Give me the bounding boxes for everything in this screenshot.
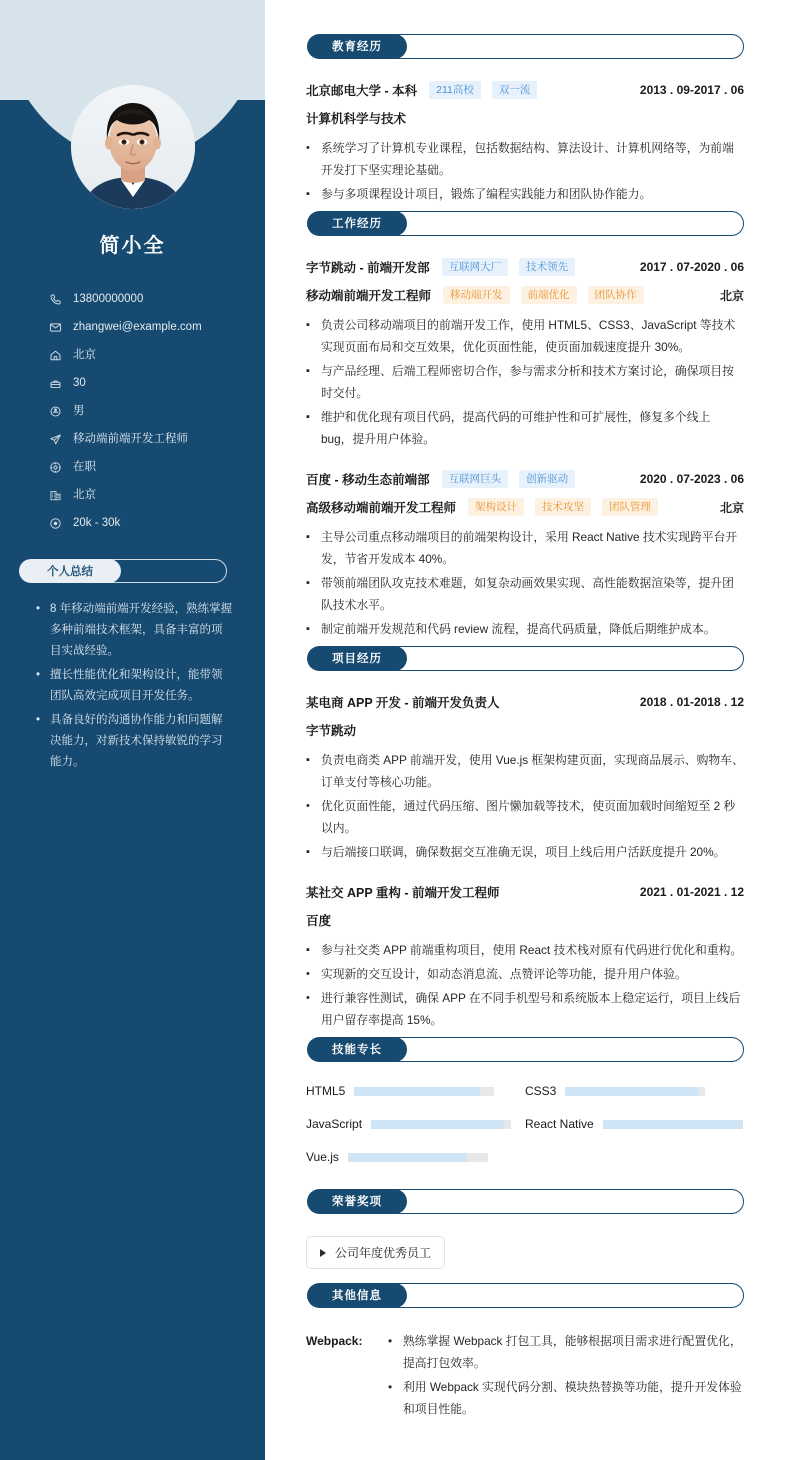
play-triangle-icon xyxy=(320,1249,326,1257)
bullet-text: 带领前端团队攻克技术难题，如复杂动画效果实现、高性能数据渲染等，提升团队技术水平。 xyxy=(321,576,734,612)
bullet-square-icon: ▪ xyxy=(306,754,310,766)
bullet-dot-icon: • xyxy=(36,603,41,615)
bullet-item xyxy=(306,526,744,570)
skill-progress-track xyxy=(371,1120,511,1129)
tag: 双一流 xyxy=(492,81,538,99)
summary-item xyxy=(36,665,233,707)
bullet-item xyxy=(306,841,744,863)
position-icon xyxy=(48,432,63,447)
section-honors xyxy=(306,1189,744,1277)
section-projects xyxy=(306,646,744,1031)
avatar xyxy=(71,85,195,209)
bullet-square-icon: ▪ xyxy=(306,623,310,635)
bullet-dot-icon: • xyxy=(306,968,310,980)
bullet-item xyxy=(306,137,744,181)
bullet-item xyxy=(306,795,744,839)
entry-header-row xyxy=(306,470,744,488)
bullet-item xyxy=(306,572,744,616)
entry-tags xyxy=(442,470,587,488)
bullet-dot-icon: • xyxy=(306,992,310,1004)
bullet-dot-icon: • xyxy=(36,714,41,726)
section-title: 技能专长 xyxy=(307,1037,407,1062)
contact-value: 北京 xyxy=(73,349,96,361)
section-header-frame xyxy=(315,1037,744,1062)
skill-progress-fill xyxy=(371,1120,504,1129)
bullet-dot-icon: • xyxy=(388,1334,393,1348)
section-header-frame xyxy=(315,34,744,59)
tag: 创新驱动 xyxy=(519,470,575,488)
entry-subtitle: 计算机科学与技术 xyxy=(306,112,407,126)
education-entry xyxy=(306,81,744,205)
other-group xyxy=(306,1330,744,1422)
bullet-text: 实现新的交互设计，如动态消息流、点赞评论等功能，提升用户体验。 xyxy=(321,967,687,981)
entry-title: 北京邮电大学 - 本科 xyxy=(306,84,418,98)
entry-role: 移动端前端开发工程师 xyxy=(306,289,432,303)
contact-value: 男 xyxy=(73,405,85,417)
summary-section xyxy=(18,559,247,773)
contact-item-city xyxy=(48,488,249,503)
section-header-frame xyxy=(315,1283,744,1308)
contact-item-phone xyxy=(48,292,249,307)
section-title: 工作经历 xyxy=(307,211,407,236)
contact-item-gender xyxy=(48,404,249,419)
bullet-text: 参与社交类 APP 前端重构项目，使用 React 技术栈对原有代码进行优化和重构。 xyxy=(321,943,743,957)
work-entry xyxy=(306,470,744,640)
entry-location: 北京 xyxy=(719,288,744,303)
tag: 互联网巨头 xyxy=(442,470,509,488)
skill-item xyxy=(306,1084,525,1098)
skill-progress-fill xyxy=(565,1087,698,1096)
bullet-text: 负责公司移动端项目的前端开发工作，使用 HTML5、CSS3、JavaScript 等技术实现页面布局和交互效果，优化页面性能，使页面加载速度提升 30%。 xyxy=(321,318,736,354)
contact-value: 移动端前端开发工程师 xyxy=(73,433,188,445)
summary-text: 具备良好的沟通协作能力和问题解决能力，对新技术保持敏锐的学习能力。 xyxy=(50,714,223,768)
bullet-item xyxy=(388,1376,744,1420)
contact-list xyxy=(48,292,265,531)
bullet-item xyxy=(306,963,744,985)
tag: 团队管理 xyxy=(602,498,658,516)
main-content xyxy=(265,0,794,1460)
salary-icon xyxy=(48,516,63,531)
bullet-item xyxy=(306,360,744,404)
entry-date: 2018 . 01-2018 . 12 xyxy=(639,695,744,709)
skill-name: CSS3 xyxy=(525,1084,557,1098)
bullet-dot-icon: • xyxy=(306,142,310,154)
entry-header-row xyxy=(306,81,744,99)
bullet-square-icon: ▪ xyxy=(306,411,310,423)
entry-header-row xyxy=(306,258,744,276)
contact-value: 北京 xyxy=(73,489,96,501)
skill-item xyxy=(525,1084,744,1098)
entry-date: 2020 . 07-2023 . 06 xyxy=(639,472,744,486)
section-title: 荣誉奖项 xyxy=(307,1189,407,1214)
entry-date: 2017 . 07-2020 . 06 xyxy=(639,260,744,274)
skill-progress-track xyxy=(603,1120,743,1129)
bullet-text: 维护和优化现有项目代码，提高代码的可维护性和可扩展性，修复多个线上 bug，提升用户体验。 xyxy=(321,410,711,446)
profile-name: 简小全 xyxy=(99,235,166,257)
entry-title: 百度 - 移动生态前端部 xyxy=(306,473,430,487)
skill-name: Vue.js xyxy=(306,1150,339,1164)
skill-item xyxy=(525,1117,744,1131)
summary-item xyxy=(36,710,233,773)
bullet-text: 进行兼容性测试，确保 APP 在不同手机型号和系统版本上稳定运行，项目上线后用户留存率提高 15%。 xyxy=(321,991,741,1027)
bullet-text: 利用 Webpack 实现代码分割、模块热替换等功能，提升开发体验和项目性能。 xyxy=(403,1380,742,1416)
bullet-item xyxy=(388,1330,744,1374)
work-entry xyxy=(306,258,744,450)
phone-icon xyxy=(48,292,63,307)
entry-role-row xyxy=(306,498,744,516)
contact-value: zhangwei@example.com xyxy=(73,321,202,333)
bullet-square-icon: ▪ xyxy=(306,319,310,331)
contact-value: 13800000000 xyxy=(73,293,144,305)
skill-name: React Native xyxy=(525,1117,594,1131)
entry-date: 2013 . 09-2017 . 06 xyxy=(639,83,744,97)
bullet-square-icon: ▪ xyxy=(306,944,310,956)
bullet-item xyxy=(306,749,744,793)
entry-date: 2021 . 01-2021 . 12 xyxy=(639,885,744,899)
bullet-item xyxy=(306,939,744,961)
bullet-text: 主导公司重点移动端项目的前端架构设计，采用 React Native 技术实现跨平台开发，节省开发成本 40%。 xyxy=(321,530,738,566)
entry-bullets xyxy=(306,314,744,450)
entry-subtitle-row xyxy=(306,911,744,929)
tag: 211高校 xyxy=(429,81,481,99)
email-icon xyxy=(48,320,63,335)
contact-item-email xyxy=(48,320,249,335)
entry-title: 某电商 APP 开发 - 前端开发负责人 xyxy=(306,696,500,710)
tag: 前端优化 xyxy=(521,286,577,304)
summary-header-frame xyxy=(48,559,227,583)
honor-item[interactable] xyxy=(306,1236,445,1269)
tag: 互联网大厂 xyxy=(442,258,509,276)
tag: 团队协作 xyxy=(588,286,644,304)
other-group-label: Webpack: xyxy=(306,1334,363,1348)
section-title: 项目经历 xyxy=(307,646,407,671)
tag: 架构设计 xyxy=(468,498,524,516)
skill-name: JavaScript xyxy=(306,1117,363,1131)
section-header-frame xyxy=(315,646,744,671)
entry-subtitle: 百度 xyxy=(306,914,332,928)
section-title: 其他信息 xyxy=(307,1283,407,1308)
bullet-text: 系统学习了计算机专业课程，包括数据结构、算法设计、计算机网络等，为前端开发打下坚实理论基础。 xyxy=(321,141,734,177)
contact-value: 30 xyxy=(73,377,86,389)
section-header-frame xyxy=(315,1189,744,1214)
bullet-text: 熟练掌握 Webpack 打包工具，能够根据项目需求进行配置优化，提高打包效率。 xyxy=(403,1334,742,1370)
bullet-square-icon: ▪ xyxy=(306,846,310,858)
bullet-item xyxy=(306,406,744,450)
skill-progress-fill xyxy=(354,1087,480,1096)
entry-subtitle-row xyxy=(306,109,744,127)
summary-title: 个人总结 xyxy=(19,559,121,583)
bullet-dot-icon: • xyxy=(36,669,41,681)
entry-header-row xyxy=(306,883,744,901)
honor-label: 公司年度优秀员工 xyxy=(335,1246,432,1260)
project-entry xyxy=(306,693,744,863)
section-header-frame xyxy=(315,211,744,236)
entry-role: 高级移动端前端开发工程师 xyxy=(306,501,457,515)
contact-item-home xyxy=(48,348,249,363)
skill-progress-fill xyxy=(603,1120,743,1129)
bullet-item xyxy=(306,183,744,205)
age-icon xyxy=(48,376,63,391)
contact-item-age xyxy=(48,376,249,391)
entry-role-tags xyxy=(468,498,669,516)
summary-body xyxy=(36,599,233,773)
honor-list xyxy=(306,1236,744,1277)
status-icon xyxy=(48,460,63,475)
project-entry xyxy=(306,883,744,1031)
contact-value: 在职 xyxy=(73,461,96,473)
contact-item-status xyxy=(48,460,249,475)
summary-text: 擅长性能优化和架构设计，能带领团队高效完成项目开发任务。 xyxy=(50,669,223,702)
skill-progress-fill xyxy=(348,1153,467,1162)
city-icon xyxy=(48,488,63,503)
entry-bullets xyxy=(306,939,744,1031)
entry-tags xyxy=(442,258,587,276)
other-group-bullets xyxy=(384,1330,744,1422)
summary-item xyxy=(36,599,233,662)
bullet-text: 负责电商类 APP 前端开发，使用 Vue.js 框架构建页面，实现商品展示、购物车、订单支付等核心功能。 xyxy=(321,753,744,789)
bullet-square-icon: ▪ xyxy=(306,531,310,543)
entry-header-row xyxy=(306,693,744,711)
skill-progress-track xyxy=(565,1087,705,1096)
entry-role-tags xyxy=(443,286,655,304)
bullet-dot-icon: • xyxy=(306,800,310,812)
entry-bullets xyxy=(306,749,744,863)
section-work xyxy=(306,211,744,640)
bullet-item xyxy=(306,618,744,640)
entry-title: 某社交 APP 重构 - 前端开发工程师 xyxy=(306,886,500,900)
summary-text: 8 年移动端前端开发经验，熟练掌握多种前端技术框架，具备丰富的项目实战经验。 xyxy=(50,603,233,657)
skill-item xyxy=(306,1117,525,1131)
bullet-dot-icon: • xyxy=(388,1380,393,1394)
section-education xyxy=(306,34,744,205)
contact-item-salary xyxy=(48,516,249,531)
bullet-square-icon: ▪ xyxy=(306,577,310,589)
skill-progress-track xyxy=(354,1087,494,1096)
skill-list xyxy=(306,1084,744,1183)
bullet-text: 参与多项课程设计项目，锻炼了编程实践能力和团队协作能力。 xyxy=(321,187,652,201)
section-title: 教育经历 xyxy=(307,34,407,59)
tag: 技术攻坚 xyxy=(535,498,591,516)
bullet-text: 与产品经理、后端工程师密切合作，参与需求分析和技术方案讨论，确保项目按时交付。 xyxy=(321,364,734,400)
sidebar xyxy=(0,0,265,1460)
entry-title: 字节跳动 - 前端开发部 xyxy=(306,261,430,275)
contact-value: 20k - 30k xyxy=(73,517,121,529)
skill-item xyxy=(306,1150,525,1164)
bullet-text: 制定前端开发规范和代码 review 流程，提高代码质量，降低后期维护成本。 xyxy=(321,622,716,636)
entry-location: 北京 xyxy=(719,500,744,515)
tag: 移动端开发 xyxy=(443,286,510,304)
bullet-text: 与后端接口联调，确保数据交互准确无误，项目上线后用户活跃度提升 20%。 xyxy=(321,845,726,859)
bullet-item xyxy=(306,987,744,1031)
section-other xyxy=(306,1283,744,1422)
entry-subtitle: 字节跳动 xyxy=(306,724,357,738)
gender-icon xyxy=(48,404,63,419)
bullet-square-icon: ▪ xyxy=(306,365,310,377)
entry-tags xyxy=(429,81,548,99)
entry-subtitle-row xyxy=(306,721,744,739)
entry-bullets xyxy=(306,526,744,640)
bullet-square-icon: ▪ xyxy=(306,188,310,200)
bullet-text: 优化页面性能，通过代码压缩、图片懒加载等技术，使页面加载时间缩短至 2 秒以内。 xyxy=(321,799,736,835)
skill-name: HTML5 xyxy=(306,1084,346,1098)
contact-item-position xyxy=(48,432,249,447)
entry-role-row xyxy=(306,286,744,304)
tag: 技术领先 xyxy=(519,258,575,276)
section-skills xyxy=(306,1037,744,1183)
home-icon xyxy=(48,348,63,363)
entry-bullets xyxy=(306,137,744,205)
portrait-photo-icon xyxy=(71,85,195,209)
skill-progress-track xyxy=(348,1153,488,1162)
bullet-item xyxy=(306,314,744,358)
